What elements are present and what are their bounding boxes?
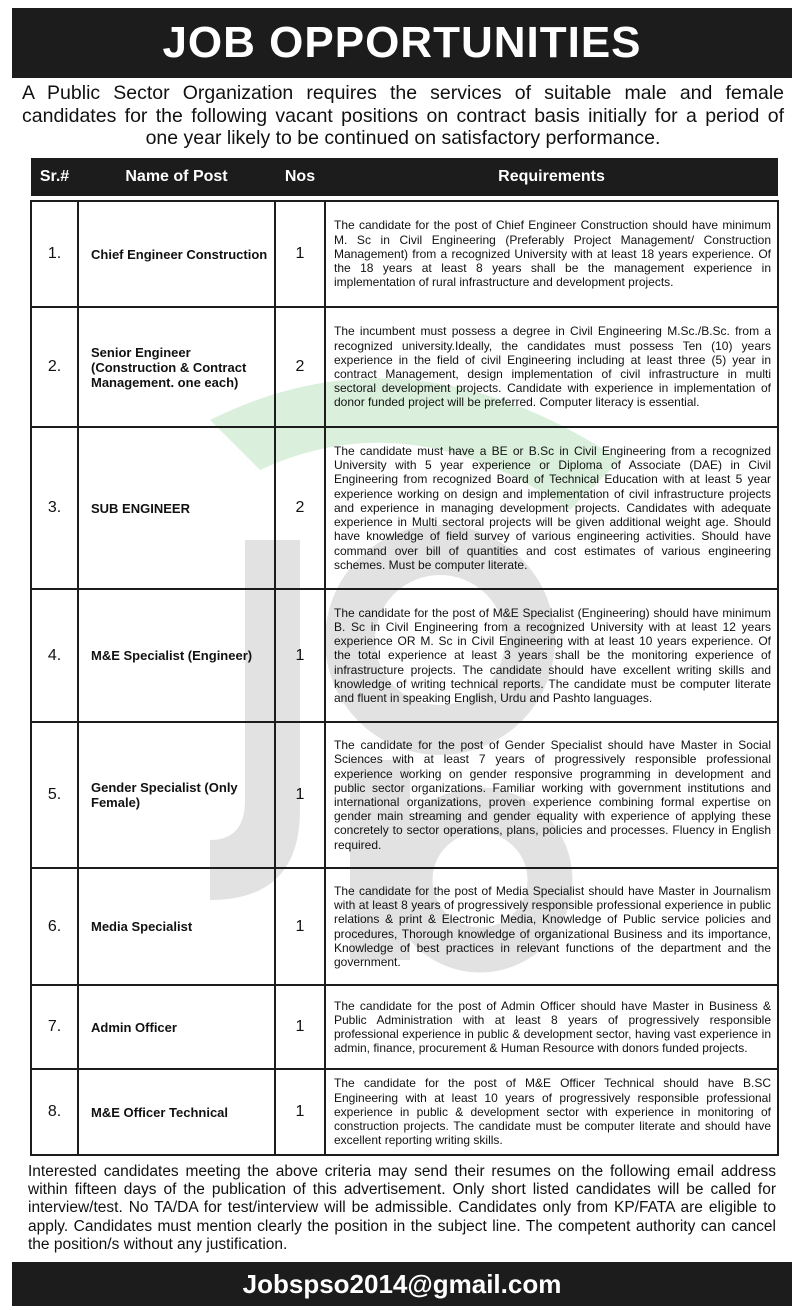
col-header-requirements: Requirements (325, 158, 778, 196)
page-title: JOB OPPORTUNITIES (162, 18, 642, 67)
row-nos: 2 (275, 427, 325, 589)
contact-email[interactable]: Jobspso2014@gmail.com (242, 1268, 562, 1299)
row-requirements: The candidate must have a BE or B.Sc in Civil Engineering from a recognized University with 5 year experience or Diploma of Associate (DAE) in Civil Engineering from recognized Board of Technical Education with at least 5 year experience working on design and implementation of civil infrastructure projects and experience in managing development projects. Candidates with adequate experience in Multi sectoral projects will be given additional weight age. Should have knowledge of field survey of various engineering activities. Should have command over bill of quantities and cost estimates of various engineering schemes. Must be computer literate. (325, 427, 778, 589)
row-sr: 8. (31, 1069, 78, 1155)
table-row (31, 201, 778, 307)
table-row (31, 1069, 778, 1155)
row-nos: 1 (275, 722, 325, 868)
table-row (31, 722, 778, 868)
col-header-post: Name of Post (78, 158, 275, 196)
row-sr: 5. (31, 722, 78, 868)
row-requirements: The candidate for the post of M&E Officer Technical should have B.SC Engineering with at least 10 years of progressively responsible professional experience in public & development sector with experience in monitoring of construction projects. The candidate must be computer literate and should have excellent reporting writing skills. (325, 1069, 778, 1155)
row-post: M&E Specialist (Engineer) (78, 589, 275, 722)
row-nos: 1 (275, 985, 325, 1069)
row-sr: 7. (31, 985, 78, 1069)
row-sr: 1. (31, 201, 78, 307)
table-row (31, 985, 778, 1069)
row-requirements: The incumbent must possess a degree in Civil Engineering M.Sc./B.Sc. from a recognized university.Ideally, the candidates must possess Ten (10) years experience in the field of civil Engineering including at least three (5) year in contract Management, design implementation of civil infrastructure in multi sectoral development projects. Candidate with experience in implementation of donor funded project will be preferred. Computer literacy is essential. (325, 307, 778, 427)
row-nos: 2 (275, 307, 325, 427)
row-nos: 1 (275, 868, 325, 985)
row-requirements: The candidate for the post of M&E Specialist (Engineering) should have minimum B. Sc in Civil Engineering from a recognized University with at least 12 years experience OR M. Sc in Civil Engineering with at least 10 years experience. Of the total experience at least 3 years shall be the monitoring experience of infrastructure projects. The candidate should have excellent writing skills and knowledge of writing technical reports. The candidate must be computer literate and fluent in speaking English, Urdu and Pashto languages. (325, 589, 778, 722)
row-nos: 1 (275, 1069, 325, 1155)
row-requirements: The candidate for the post of Chief Engineer Construction should have minimum M. Sc in Civil Engineering (Preferably Project Management/ Construction Management) from a recognized University with at least 18 years experience. Of the 18 years at least 8 years shall be the management experience in implementation of rural infrastructure and development projects. (325, 201, 778, 307)
row-nos: 1 (275, 589, 325, 722)
row-post: SUB ENGINEER (78, 427, 275, 589)
table-row (31, 868, 778, 985)
row-post: Media Specialist (78, 868, 275, 985)
row-nos: 1 (275, 201, 325, 307)
table-row (31, 589, 778, 722)
row-sr: 6. (31, 868, 78, 985)
row-sr: 2. (31, 307, 78, 427)
intro-paragraph: A Public Sector Organization requires the services of suitable male and female candidates for the following vacant positions on contract basis initially for a period of one year likely to be continued on satisfactory performance. (22, 82, 784, 149)
table-row (31, 427, 778, 589)
col-header-sr: Sr.# (31, 158, 78, 196)
row-post: Admin Officer (78, 985, 275, 1069)
row-requirements: The candidate for the post of Gender Specialist should have Master in Social Sciences with at least 7 years of progressively responsible professional experience working on gender responsive programming in development and public sector organizations. Familiar working with government institutions and international organizations, proven experience combining formal expertise on gender main streaming and gender equality with experience of applying these concretely to sector operations, plans, policies and processes. Fluency in English required. (325, 722, 778, 868)
application-instructions: Interested candidates meeting the above criteria may send their resumes on the following email address within fifteen days of the publication of this advertisement. Only short listed candidates will be called for interview/test. No TA/DA for test/interview will be admissible. Candidates only from KP/FATA are eligible to apply. Candidates must mention clearly the position in the subject line. The competent authority can cancel the position/s without any justification. (28, 1163, 776, 1253)
row-requirements: The candidate for the post of Admin Officer should have Master in Business & Public Administration with at least 8 years of progressively responsible professional experience in public & development sector, having vast experience in admin, finance, procurement & Human Resource with donors funded projects. (325, 985, 778, 1069)
row-post: Gender Specialist (Only Female) (78, 722, 275, 868)
row-sr: 3. (31, 427, 78, 589)
jobs-table (30, 158, 777, 1156)
row-sr: 4. (31, 589, 78, 722)
title-banner (12, 8, 792, 78)
row-post: Chief Engineer Construction (78, 201, 275, 307)
col-header-nos: Nos (275, 158, 325, 196)
table-row (31, 307, 778, 427)
email-banner (12, 1262, 792, 1306)
row-post: Senior Engineer (Construction & Contract Management. one each) (78, 307, 275, 427)
row-post: M&E Officer Technical (78, 1069, 275, 1155)
row-requirements: The candidate for the post of Media Specialist should have Master in Journalism with at least 8 years of progressively responsible professional experience in public relations & print & Electronic Media, Knowledge of Public service policies and procedures, Thorough knowledge of organizational Business and its importance, Knowledge of best practices in relevant functions of the department and the government. (325, 868, 778, 985)
table-header-row (31, 158, 778, 196)
